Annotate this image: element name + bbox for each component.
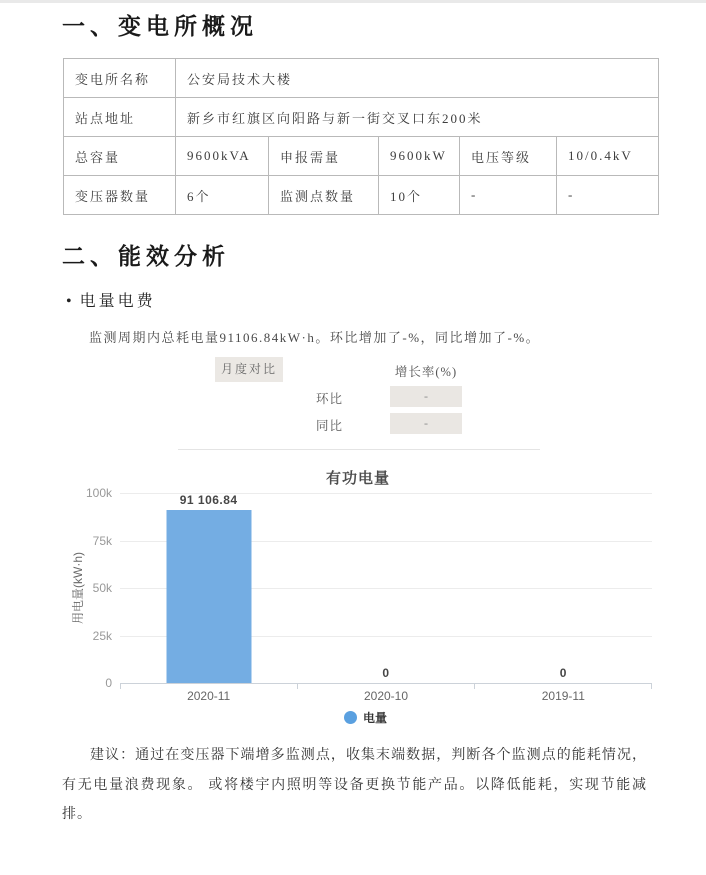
cell-label: 申报需量 bbox=[269, 137, 379, 176]
cell-label: 站点地址 bbox=[64, 98, 176, 137]
bar-slot bbox=[297, 493, 474, 683]
substation-info-table bbox=[63, 58, 659, 215]
cell-value: - bbox=[557, 176, 659, 215]
bar-slot bbox=[120, 493, 297, 683]
x-axis-labels bbox=[120, 689, 652, 703]
mom-row-label: 环比 bbox=[315, 392, 343, 406]
legend-color-dot-icon bbox=[344, 711, 357, 724]
y-tick-label: 25k bbox=[92, 629, 112, 643]
chart-title: 有功电量 bbox=[325, 470, 390, 487]
bar-value-label: 0 bbox=[382, 666, 390, 680]
cell-value: 9600kW bbox=[379, 137, 460, 176]
section-divider bbox=[178, 449, 540, 450]
suggestion-text: 建议：通过在变压器下端增多监测点，收集末端数据，判断各个监测点的能耗情况，有无电量浪费现象。 或将楼宇内照明等设备更换节能产品。以降低能耗，实现节能减排。 bbox=[62, 748, 647, 822]
table-row bbox=[64, 176, 659, 215]
cell-label: 变压器数量 bbox=[64, 176, 176, 215]
y-tick-label: 100k bbox=[85, 486, 112, 500]
subsection-heading bbox=[66, 288, 156, 311]
table-row bbox=[64, 98, 659, 137]
section1-title: 一、变电所概况 bbox=[62, 14, 258, 39]
x-axis-line bbox=[120, 683, 652, 684]
bar-slot bbox=[475, 493, 652, 683]
cell-value: 10个 bbox=[379, 176, 460, 215]
cell-label: 变电所名称 bbox=[64, 59, 176, 98]
cell-value: 10/0.4kV bbox=[557, 137, 659, 176]
x-tick-label: 2020-10 bbox=[363, 689, 409, 703]
legend-label: 电量 bbox=[363, 711, 388, 725]
cell-value: 公安局技术大楼 bbox=[176, 59, 659, 98]
bar-slots bbox=[120, 493, 652, 683]
bar-value-label: 91 106.84 bbox=[179, 493, 238, 507]
y-axis-title: 用电量(kW·h) bbox=[71, 552, 85, 624]
table-row bbox=[64, 137, 659, 176]
plot-area bbox=[120, 493, 652, 683]
legend-item-energy[interactable] bbox=[344, 709, 387, 726]
monthly-compare-tab[interactable]: 月度对比 bbox=[215, 357, 283, 382]
bullet-marker: • bbox=[66, 293, 72, 310]
x-tick-label: 2020-11 bbox=[187, 689, 231, 703]
x-tick-label: 2019-11 bbox=[541, 689, 585, 703]
cell-value: 9600kVA bbox=[176, 137, 269, 176]
yoy-row-value: - bbox=[390, 413, 462, 434]
y-tick-label: 50k bbox=[92, 581, 112, 595]
cell-value: - bbox=[460, 176, 557, 215]
yoy-row-label: 同比 bbox=[315, 419, 343, 433]
table-row bbox=[64, 59, 659, 98]
top-edge-strip bbox=[0, 0, 706, 3]
y-tick-label: 0 bbox=[105, 676, 112, 690]
subsection-label: 电量电费 bbox=[79, 293, 156, 310]
mom-row-value: - bbox=[390, 386, 462, 407]
consumption-summary-text: 监测周期内总耗电量91106.84kW·h。环比增加了-%，同比增加了-%。 bbox=[89, 330, 541, 345]
cell-label: 总容量 bbox=[64, 137, 176, 176]
bar-value-label: 0 bbox=[559, 666, 567, 680]
cell-value: 6个 bbox=[176, 176, 269, 215]
growth-rate-header: 增长率(%) bbox=[394, 365, 458, 379]
cell-value: 新乡市红旗区向阳路与新一街交叉口东200米 bbox=[176, 98, 659, 137]
y-tick-label: 75k bbox=[92, 534, 112, 548]
cell-label: 电压等级 bbox=[460, 137, 557, 176]
section2-title: 二、能效分析 bbox=[62, 244, 230, 269]
bar[interactable] bbox=[166, 510, 251, 683]
cell-label: 监测点数量 bbox=[269, 176, 379, 215]
